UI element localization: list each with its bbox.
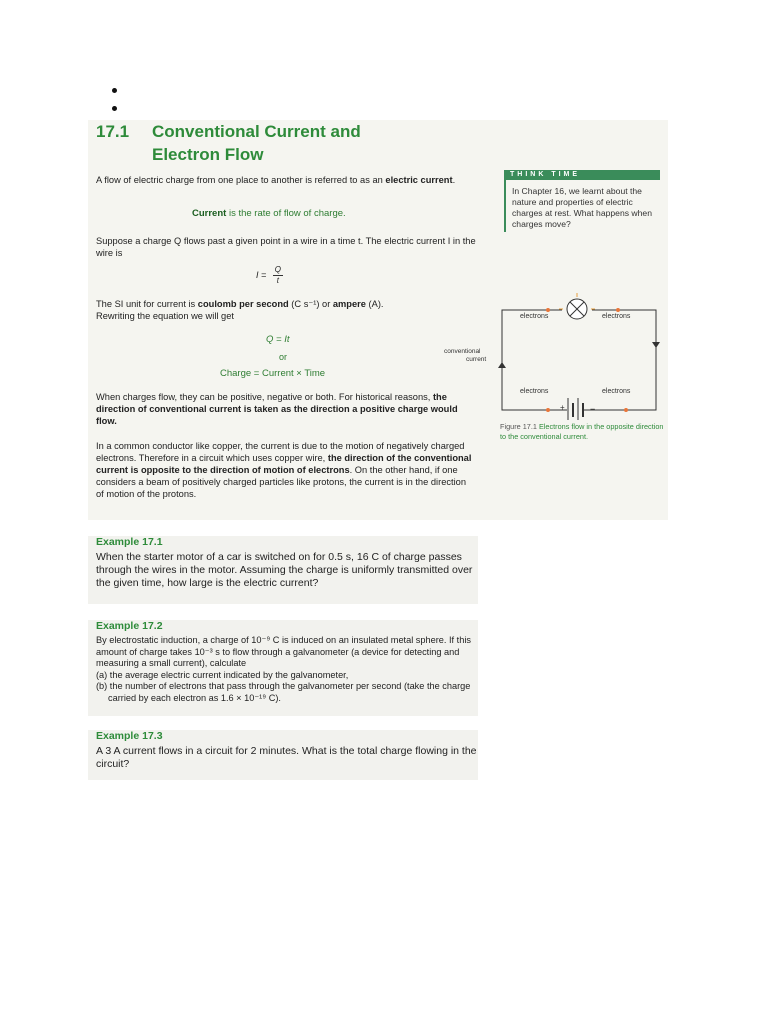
label-electrons-bl: electrons	[520, 388, 549, 395]
section-number: 17.1	[96, 122, 130, 141]
paragraph-4	[96, 391, 476, 427]
example-text: By electrostatic induction, a charge of 10⁻⁹ C is induced on an insulated metal sphere. If this amount of charge takes 10⁻³ s to flow through a galvanometer (a device for detecting and measuring a small current), calculate	[96, 635, 471, 668]
definition-text: is the rate of flow of charge.	[226, 208, 346, 219]
example-part-a: (a) the average electric current indicated by the galvanometer,	[96, 669, 349, 680]
p5-b: the direction of the conventional current is opposite to the direction of motion of electrons	[96, 453, 472, 475]
paragraph-5	[96, 440, 476, 500]
think-time-label: THINK TIME	[504, 170, 660, 180]
section-heading	[96, 120, 476, 166]
figure-caption	[500, 422, 670, 441]
arrow-down-icon	[652, 342, 660, 348]
example-part-b: (b) the number of electrons that pass through the galvanometer per second (take the charge carried by each electron as 1.6 × 10⁻¹⁹ C).	[96, 681, 471, 703]
example-17-1	[88, 536, 478, 604]
label-conventional: conventional	[444, 348, 481, 355]
label-electrons-tl: electrons	[520, 313, 549, 320]
p3-f: Rewriting the equation we will get	[96, 311, 234, 321]
fraction-numerator: Q	[274, 265, 281, 274]
figure-label: Figure 17.1	[500, 422, 537, 431]
example-title: Example 17.1	[96, 536, 163, 548]
think-time-rule	[504, 170, 506, 232]
example-text: When the starter motor of a car is switched on for 0.5 s, 16 C of charge passes through the wires in the motor. Assuming the charge is uniformly transmitted over the given time, how large is the electric current?	[96, 551, 473, 589]
label-current: current	[466, 356, 487, 363]
definition	[192, 208, 346, 219]
main-column	[96, 120, 476, 499]
electron-dot	[546, 308, 550, 312]
think-time-text: In Chapter 16, we learnt about the nature and properties of electric charges at rest. What happens when charges move?	[512, 186, 652, 229]
example-title: Example 17.2	[96, 620, 163, 632]
p3-c: (C s⁻¹) or	[288, 299, 333, 309]
equation-current	[256, 265, 283, 286]
label-electrons-tr: electrons	[602, 313, 631, 320]
intro-paragraph	[96, 174, 455, 186]
section-title-line1: Conventional Current and	[152, 122, 361, 141]
example-17-2	[88, 620, 478, 716]
label-plus: +	[560, 403, 565, 412]
bullet-list	[112, 88, 117, 124]
intro-end: .	[452, 175, 456, 185]
electron-dot	[624, 408, 628, 412]
electron-dot	[616, 308, 620, 312]
p5-c: . On the other hand, if one considers a beam of positively charged particles like protons, the current is in the direction of motion of the protons.	[96, 465, 466, 499]
equation-words: Charge = Current × Time	[220, 368, 326, 379]
arrow-up-icon	[498, 362, 506, 368]
example-text: A 3 A current flows in a circuit for 2 minutes. What is the total charge flowing in the circuit?	[96, 745, 477, 770]
label-minus: −	[590, 404, 596, 414]
p5-a: In a common conductor like copper, the current is due to the motion of negatively charged electrons. Therefore in a circuit which uses copper wire,	[96, 441, 465, 463]
p4-a: When charges flow, they can be positive, negative or both. For historical reasons,	[96, 392, 433, 402]
circuit-diagram	[430, 290, 670, 420]
equation-charge: Q = It	[266, 334, 290, 345]
fraction	[273, 265, 283, 286]
eq1-lhs: I =	[256, 269, 269, 280]
example-17-3	[88, 730, 478, 780]
p4-b: the direction of conventional current is taken as the direction a positive charge would flow.	[96, 392, 458, 426]
section-title-line2: Electron Flow	[152, 145, 264, 164]
circuit-wire	[502, 310, 656, 410]
p3-d: ampere	[332, 299, 366, 309]
fraction-denominator: t	[276, 276, 279, 285]
intro-text: A flow of electric charge from one place to another is referred to as an	[96, 175, 383, 185]
intro-bold: electric current	[385, 175, 453, 185]
p3-a: The SI unit for current is	[96, 299, 198, 309]
bullet	[112, 88, 117, 93]
figure-caption-text: Electrons flow in the opposite direction to the conventional current.	[500, 422, 664, 441]
equation-or: or	[279, 352, 288, 362]
bullet	[112, 106, 117, 111]
example-title: Example 17.3	[96, 730, 163, 742]
electron-dot	[546, 408, 550, 412]
p3-e: (A).	[365, 299, 384, 309]
label-electrons-br: electrons	[602, 388, 631, 395]
paragraph-3	[96, 298, 384, 322]
definition-term: Current	[192, 208, 227, 219]
paragraph-2: Suppose a charge Q flows past a given point in a wire in a time t. The electric current I in the wire is	[96, 236, 476, 258]
p3-b: coulomb per second	[197, 299, 289, 309]
